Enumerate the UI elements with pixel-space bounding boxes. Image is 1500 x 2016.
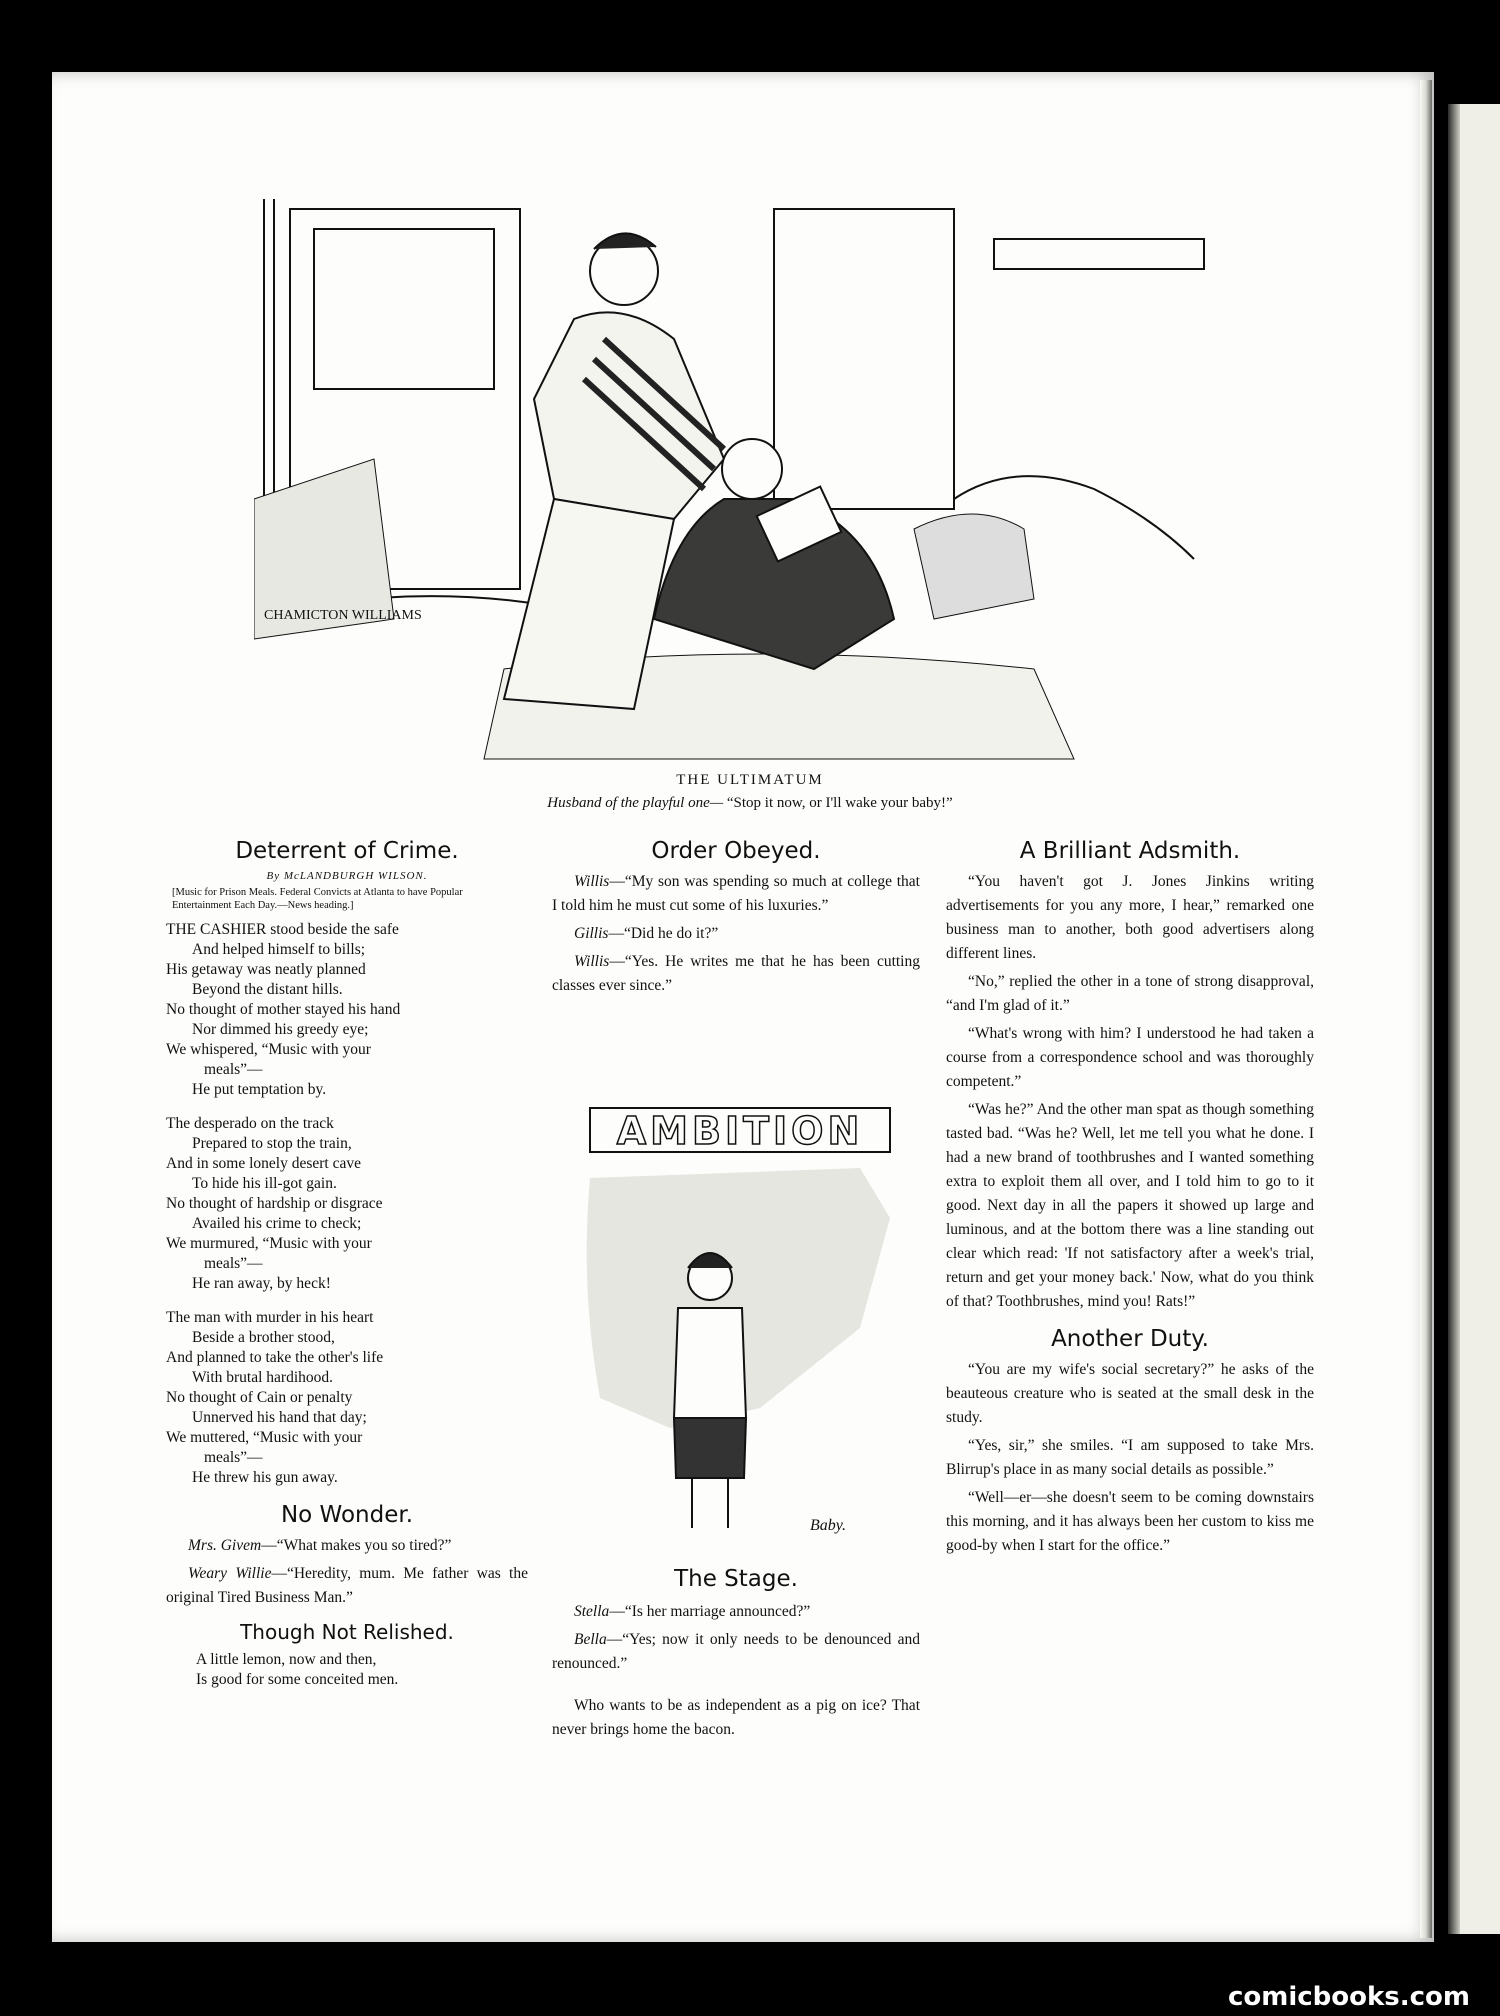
verse-line: No thought of hardship or disgrace <box>166 1195 383 1212</box>
no-wonder-title: No Wonder. <box>280 1502 414 1528</box>
verse-line: meals”— <box>204 1061 263 1078</box>
verse-line: A little lemon, now and then, <box>196 1651 377 1668</box>
verse-line: No thought of Cain or penalty <box>166 1389 353 1406</box>
deterrent-title: Deterrent of Crime. <box>235 838 459 864</box>
caption-speaker: Husband of the playful one— <box>547 795 724 811</box>
ambition-signature: Baby. <box>810 1517 846 1534</box>
caption-quote: “Stop it now, or I'll wake your baby!” <box>726 795 953 811</box>
cartoon-signature: CHAMICTON WILLIAMS <box>264 608 422 623</box>
column-right <box>946 838 1314 1562</box>
ambition-illustration <box>560 1068 920 1558</box>
page-spine <box>1420 80 1432 1938</box>
dialogue-text: —“Yes. He writes me that he has been cutting classes ever since.” <box>552 953 920 994</box>
verse-line: Availed his crime to check; <box>192 1215 362 1232</box>
verse-line: meals”— <box>204 1255 263 1272</box>
verse-line: We murmured, “Music with your <box>166 1235 372 1252</box>
verse-line: The desperado on the track <box>166 1115 334 1132</box>
adsmith-title: A Brilliant Adsmith. <box>1019 838 1241 864</box>
column-left <box>166 838 528 1704</box>
another-duty-para: “Well—er—she doesn't seem to be coming downstairs this morning, and it has always been her custom to kiss me good-by when I start for the office.” <box>946 1489 1314 1554</box>
cartoon-caption <box>0 795 1500 812</box>
cartoon-title: THE ULTIMATUM <box>676 772 824 788</box>
order-obeyed-line-2 <box>552 922 920 946</box>
order-obeyed-title: Order Obeyed. <box>651 838 821 864</box>
speaker-name: Stella <box>574 1603 610 1620</box>
dialogue-text: —“What makes you so tired?” <box>261 1537 452 1554</box>
verse-line: With brutal hardihood. <box>192 1369 333 1386</box>
stanza-2 <box>166 1114 528 1294</box>
speaker-name: Willis <box>574 953 610 970</box>
speaker-name: Weary Willie <box>188 1565 272 1582</box>
verse-line: We muttered, “Music with your <box>166 1429 363 1446</box>
dialogue-text: —“My son was spending so much at college that I told him he must cut some of his luxuries.” <box>552 873 920 914</box>
verse-line: meals”— <box>204 1449 263 1466</box>
stanza-1 <box>166 920 528 1100</box>
dialogue-text: —“Did he do it?” <box>608 925 719 942</box>
verse-line: Beyond the distant hills. <box>192 981 343 998</box>
stage-body <box>552 1600 920 1746</box>
stage-title: The Stage. <box>674 1566 798 1592</box>
verse-line: His getaway was neatly planned <box>166 961 366 978</box>
verse-line: THE CASHIER stood beside the safe <box>166 921 399 938</box>
verse-line: Is good for some conceited men. <box>196 1671 399 1688</box>
order-obeyed-line-3 <box>552 950 920 998</box>
order-obeyed-line-1 <box>552 870 920 918</box>
adsmith-para: “What's wrong with him? I understood he had taken a course from a correspondence school and was thoroughly competent.” <box>946 1025 1314 1090</box>
dialogue-text: —“Yes; now it only needs to be denounced and renounced.” <box>552 1631 920 1672</box>
stage-heading <box>552 1566 920 1598</box>
not-relished-verse <box>166 1650 528 1690</box>
speaker-name: Willis <box>574 873 610 890</box>
adsmith-para: “You haven't got J. Jones Jinkins writing advertisements for you any more, I hear,” remarked one business man to another, both good advertisers along different lines. <box>946 873 1314 962</box>
verse-line: And helped himself to bills; <box>192 941 366 958</box>
verse-line: And planned to take the other's life <box>166 1349 384 1366</box>
another-duty-title: Another Duty. <box>1051 1326 1209 1352</box>
ambition-banner: AMBITION <box>616 1109 864 1153</box>
another-duty-para: “You are my wife's social secretary?” he asks of the beauteous creature who is seated at the small desk in the study. <box>946 1361 1314 1426</box>
verse-line: And in some lonely desert cave <box>166 1155 361 1172</box>
stage-line-2 <box>552 1628 920 1676</box>
verse-line: We whispered, “Music with your <box>166 1041 371 1058</box>
dialogue-text: —“Is her marriage announced?” <box>609 1603 811 1620</box>
another-duty-para: “Yes, sir,” she smiles. “I am supposed to take Mrs. Blirrup's place in as many social details as possible.” <box>946 1437 1314 1478</box>
speaker-name: Gillis <box>574 925 609 942</box>
dialogue-text: —“Heredity, mum. Me father was the original Tired Business Man.” <box>166 1565 528 1606</box>
next-page-edge <box>1448 104 1500 1934</box>
verse-line: Prepared to stop the train, <box>192 1135 352 1152</box>
verse-line: He threw his gun away. <box>192 1469 338 1486</box>
site-watermark: comicbooks.com <box>1227 1982 1470 2012</box>
verse-line: No thought of mother stayed his hand <box>166 1001 401 1018</box>
deterrent-byline: By McLANDBURGH WILSON. <box>266 870 428 882</box>
deterrent-note: [Music for Prison Meals. Federal Convicts at Atlanta to have Popular Entertainment Each Day.—News heading.] <box>172 887 463 911</box>
stanza-3 <box>166 1308 528 1488</box>
adsmith-para: “Was he?” And the other man spat as though something tasted bad. “Was he? Well, let me tell you what he done. I had a new brand of toothbrushes and I wanted something extra to exploit them all over, and I told him to go to it good. Next day in all the papers it showed up large and luminous, and at the bottom there was a line standing out clear which read: 'If not satisfactory after a week's trial, return and get your money back.' Now, what do you think of that? Toothbrushes, mind you! Rats!” <box>946 1101 1314 1310</box>
not-relished-title: Though Not Relished. <box>240 1620 454 1644</box>
verse-line: Beside a brother stood, <box>192 1329 335 1346</box>
verse-line: To hide his ill-got gain. <box>192 1175 337 1192</box>
verse-line: Nor dimmed his greedy eye; <box>192 1021 369 1038</box>
verse-line: Unnerved his hand that day; <box>192 1409 367 1426</box>
ultimatum-illustration <box>254 199 1218 765</box>
pig-joke: Who wants to be as independent as a pig on ice? That never brings home the bacon. <box>552 1697 920 1738</box>
verse-line: He ran away, by heck! <box>192 1275 331 1292</box>
no-wonder-line-1 <box>166 1534 528 1558</box>
no-wonder-line-2 <box>166 1562 528 1610</box>
speaker-name: Mrs. Givem <box>188 1537 262 1554</box>
verse-line: The man with murder in his heart <box>166 1309 374 1326</box>
adsmith-para: “No,” replied the other in a tone of strong disapproval, “and I'm glad of it.” <box>946 973 1314 1014</box>
column-middle <box>552 838 920 1002</box>
speaker-name: Bella <box>574 1631 607 1648</box>
stage-line-1 <box>552 1600 920 1624</box>
verse-line: He put temptation by. <box>192 1081 327 1098</box>
